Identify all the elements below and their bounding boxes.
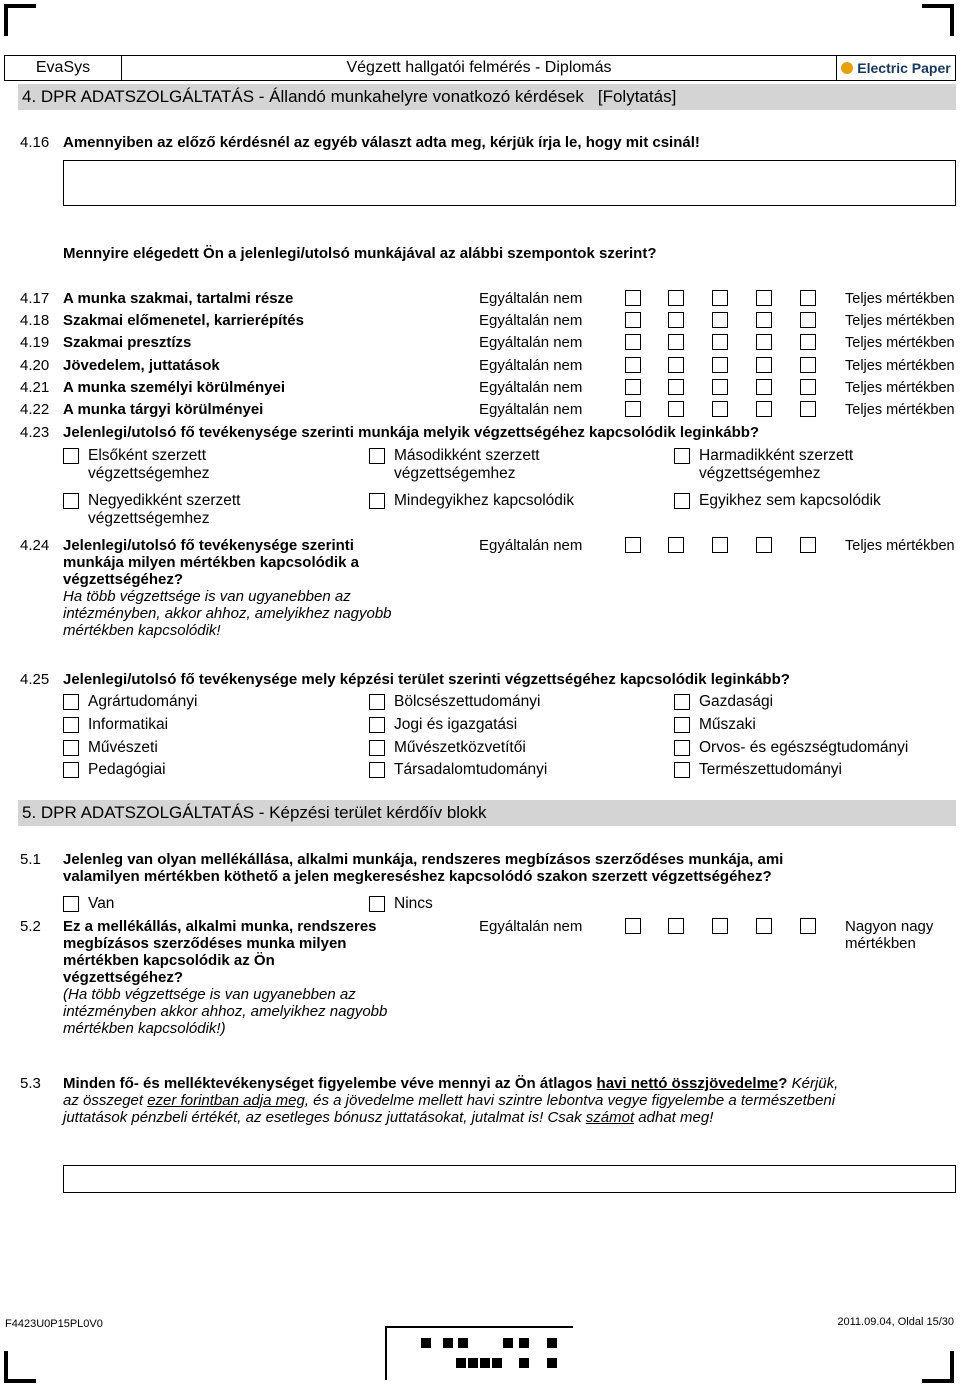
question-number: 5.2 [20,918,41,935]
scale-low-label: Egyáltalán nem [479,401,583,418]
rating-checkbox[interactable] [756,334,772,350]
question-number: 4.19 [20,334,50,351]
text-span-underlined: havi nettó összjövedelme [596,1075,779,1092]
question-line [63,1109,956,1126]
barcode-block [480,1358,490,1368]
rating-checkbox[interactable] [756,537,772,553]
rating-checkbox[interactable] [712,290,728,306]
barcode-block [519,1338,529,1348]
corner-mark-top-left [4,4,36,36]
option-label: Gazdasági [699,693,774,710]
barcode-frame [385,1326,573,1380]
option-checkbox[interactable] [674,694,690,710]
question-text: Szakmai előmenetel, karrierépítés [63,312,304,329]
question-number: 4.20 [20,357,50,374]
question-number: 4.22 [20,401,50,418]
section-continuation: [Folytatás] [597,87,677,106]
option-checkbox[interactable] [63,448,79,464]
option-label: Műszaki [699,716,756,733]
option-checkbox[interactable] [63,717,79,733]
scale-low-label: Egyáltalán nem [479,918,583,935]
option-label-line: végzettségemhez [699,465,821,482]
question-text [63,918,387,1037]
question-number: 4.24 [20,537,50,554]
rating-checkbox[interactable] [800,401,816,417]
option-label: Egyikhez sem kapcsolódik [699,492,881,509]
option-label: Művészeti [88,739,158,756]
rating-checkbox[interactable] [712,357,728,373]
question-line: megbízásos szerződéses munka milyen [63,935,347,952]
question-text: Amennyiben az előző kérdésnél az egyéb választ adta meg, kérjük írja le, hogy mit csinál! [63,134,700,151]
option-label: Mindegyikhez kapcsolódik [394,492,575,509]
rating-checkbox[interactable] [668,357,684,373]
option-label: Agrártudományi [88,693,198,710]
logo-icon [841,62,853,74]
scale-high-label [845,918,933,952]
scale-high-label: Teljes mértékben [845,358,955,374]
scale-low-label: Egyáltalán nem [479,312,583,329]
option-checkbox[interactable] [674,740,690,756]
barcode-block [458,1338,468,1348]
scale-high-line: Nagyon nagy [845,918,934,935]
rating-checkbox[interactable] [712,918,728,934]
question-number: 4.23 [20,424,50,441]
question-line [63,1092,956,1109]
question-line: mértékben kapcsolódik az Ön [63,952,275,969]
rating-checkbox[interactable] [712,334,728,350]
section-header-4 [18,84,956,110]
option-label [394,447,540,483]
header-app-name: EvaSys [4,55,122,81]
option-checkbox[interactable] [63,740,79,756]
question-text: Jövedelem, juttatások [63,357,220,374]
corner-mark-bottom-right [922,1351,954,1383]
option-checkbox[interactable] [674,762,690,778]
rating-checkbox[interactable] [800,357,816,373]
text-span-underlined: ezer forintban adja meg [147,1092,305,1109]
rating-checkbox[interactable] [625,401,641,417]
question-text [63,851,783,885]
question-number: 4.21 [20,379,50,396]
rating-checkbox[interactable] [668,290,684,306]
question-text [63,1075,956,1126]
scale-high-label: Teljes mértékben [845,402,955,418]
option-checkbox[interactable] [369,896,385,912]
option-checkbox[interactable] [63,762,79,778]
option-checkbox[interactable] [674,717,690,733]
text-span-italic: Kérjük, [787,1075,839,1092]
option-label-line: végzettségemhez [88,510,210,527]
scale-high-label: Teljes mértékben [845,335,955,351]
question-hint-line: mértékben kapcsolódik! [63,622,221,639]
corner-mark-top-right [922,4,954,36]
scale-high-label: Teljes mértékben [845,313,955,329]
barcode-block [443,1338,453,1348]
logo-text: Electric Paper [857,60,951,76]
header-logo [836,55,956,81]
rating-checkbox[interactable] [668,537,684,553]
text-span: ? [778,1075,788,1092]
rating-checkbox[interactable] [756,357,772,373]
question-hint-line: intézményben akkor ahhoz, amelyikhez nagyobb [63,1003,388,1020]
question-text: Jelenlegi/utolsó fő tevékenysége mely képzési terület szerinti végzettségéhez kapcsolódik leginkább? [63,671,790,688]
option-label [699,447,853,483]
rating-checkbox[interactable] [625,334,641,350]
rating-checkbox[interactable] [712,312,728,328]
rating-checkbox[interactable] [800,379,816,395]
rating-checkbox[interactable] [625,357,641,373]
rating-checkbox[interactable] [800,537,816,553]
rating-checkbox[interactable] [756,312,772,328]
option-label: Bölcsészettudományi [394,693,541,710]
option-label: Társadalomtudományi [394,761,548,778]
question-number: 5.1 [20,851,41,868]
option-checkbox[interactable] [369,717,385,733]
option-label-line: Harmadikként szerzett [699,447,854,464]
question-text: A munka tárgyi körülményei [63,401,264,418]
option-checkbox[interactable] [369,448,385,464]
barcode-block [456,1358,466,1368]
question-number: 4.25 [20,671,50,688]
barcode-block [519,1358,529,1368]
rating-checkbox[interactable] [668,401,684,417]
question-line: munkája milyen mértékben kapcsolódik a [63,554,359,571]
option-checkbox[interactable] [63,493,79,509]
question-text: Jelenlegi/utolsó fő tevékenysége szerinti munkája melyik végzettségéhez kapcsolódik leginkább? [63,424,760,441]
option-checkbox[interactable] [369,740,385,756]
satisfaction-intro: Mennyire elégedett Ön a jelenlegi/utolsó munkájával az alábbi szempontok szerint? [63,245,657,262]
rating-checkbox[interactable] [800,290,816,306]
question-line [63,1075,956,1092]
text-answer-field[interactable] [63,160,956,206]
rating-checkbox[interactable] [800,334,816,350]
option-checkbox[interactable] [674,448,690,464]
rating-checkbox[interactable] [756,379,772,395]
option-checkbox[interactable] [369,762,385,778]
option-label: Művészetközvetítői [394,739,526,756]
question-line: Ez a mellékállás, alkalmi munka, rendszeres [63,918,377,935]
question-hint-line: (Ha több végzettsége is van ugyanebben az [63,986,356,1003]
option-label: Orvos- és egészségtudományi [699,739,909,756]
scale-high-label: Teljes mértékben [845,380,955,396]
question-line: valamilyen mértékben köthető a jelen megkereséshez kapcsolódó szakon szerzett végzettségéhez? [63,868,772,885]
question-hint-line: mértékben kapcsolódik!) [63,1020,226,1037]
scale-low-label: Egyáltalán nem [479,379,583,396]
rating-checkbox[interactable] [625,537,641,553]
rating-checkbox[interactable] [756,918,772,934]
option-label: Van [88,895,115,912]
rating-checkbox[interactable] [800,918,816,934]
question-number: 4.16 [20,134,50,151]
rating-checkbox[interactable] [625,290,641,306]
text-span: juttatások pénzbeli értékét, az esetleges bónusz juttatásokat, jutalmat is! Csak [63,1109,586,1126]
text-span: adhat meg! [634,1109,714,1126]
rating-checkbox[interactable] [712,537,728,553]
question-number: 4.18 [20,312,50,329]
rating-checkbox[interactable] [668,379,684,395]
scale-high-line: mértékben [845,935,916,952]
question-text: A munka személyi körülményei [63,379,286,396]
text-span-underlined: számot [585,1109,635,1126]
rating-checkbox[interactable] [625,379,641,395]
question-text: A munka szakmai, tartalmi része [63,290,294,307]
section-header-5 [18,800,956,826]
option-label-line: végzettségemhez [88,465,210,482]
option-label-line: végzettségemhez [394,465,516,482]
rating-checkbox[interactable] [668,918,684,934]
question-number: 4.17 [20,290,50,307]
question-hint-line: Ha több végzettsége is van ugyanebben az [63,588,351,605]
option-label: Pedagógiai [88,761,166,778]
income-input-field[interactable] [63,1165,956,1193]
text-span: Minden fő- és melléktevékenységet figyelembe véve mennyi az Ön átlagos [63,1075,597,1092]
barcode-block [547,1358,557,1368]
text-span: , és a jövedelme mellett havi szintre lebontva vegye figyelembe a természetbeni [304,1092,836,1109]
page-info: 2011.09.04, Oldal 15/30 [837,1316,954,1328]
rating-checkbox[interactable] [625,918,641,934]
rating-checkbox[interactable] [625,312,641,328]
text-span: az összeget [63,1092,148,1109]
barcode-block [468,1358,478,1368]
barcode-block [547,1338,557,1348]
option-label: Nincs [394,895,433,912]
rating-checkbox[interactable] [712,401,728,417]
option-label-line: Elsőként szerzett [88,447,207,464]
option-label: Informatikai [88,716,169,733]
question-text [63,537,392,639]
question-hint-line: intézményben, akkor ahhoz, amelyikhez nagyobb [63,605,392,622]
corner-mark-bottom-left [4,1351,36,1383]
barcode-block [503,1338,513,1348]
question-line: végzettségéhez? [63,969,184,986]
option-label: Jogi és igazgatási [394,716,518,733]
rating-checkbox[interactable] [800,312,816,328]
rating-checkbox[interactable] [712,379,728,395]
scale-low-label: Egyáltalán nem [479,357,583,374]
option-checkbox[interactable] [674,493,690,509]
barcode-block [492,1358,502,1368]
question-number: 5.3 [20,1075,41,1092]
rating-checkbox[interactable] [668,312,684,328]
option-label-line: Negyedikként szerzett [88,492,241,509]
option-checkbox[interactable] [369,694,385,710]
rating-checkbox[interactable] [668,334,684,350]
rating-checkbox[interactable] [756,401,772,417]
question-line: végzettségéhez? [63,571,184,588]
section-title: 4. DPR ADATSZOLGÁLTATÁS - Állandó munkahelyre vonatkozó kérdések [22,87,584,106]
barcode-block [421,1338,431,1348]
rating-checkbox[interactable] [756,290,772,306]
option-checkbox[interactable] [63,896,79,912]
form-code: F4423U0P15PL0V0 [5,1318,103,1330]
question-line: Jelenlegi/utolsó fő tevékenysége szerinti [63,537,354,554]
option-label [88,447,210,483]
question-text: Szakmai presztízs [63,334,192,351]
scale-low-label: Egyáltalán nem [479,537,583,554]
option-label [88,492,241,528]
header-survey-title: Végzett hallgatói felmérés - Diplomás [121,55,837,81]
scale-high-label: Teljes mértékben [845,291,955,307]
option-label-line: Másodikként szerzett [394,447,540,464]
scale-low-label: Egyáltalán nem [479,290,583,307]
scale-high-label: Teljes mértékben [845,538,955,554]
option-label: Természettudományi [699,761,843,778]
option-checkbox[interactable] [63,694,79,710]
question-line: Jelenleg van olyan mellékállása, alkalmi munkája, rendszeres megbízásos szerződéses munkája, ami [63,851,784,868]
option-checkbox[interactable] [369,493,385,509]
section-title: 5. DPR ADATSZOLGÁLTATÁS - Képzési terület kérdőív blokk [22,803,487,822]
scale-low-label: Egyáltalán nem [479,334,583,351]
